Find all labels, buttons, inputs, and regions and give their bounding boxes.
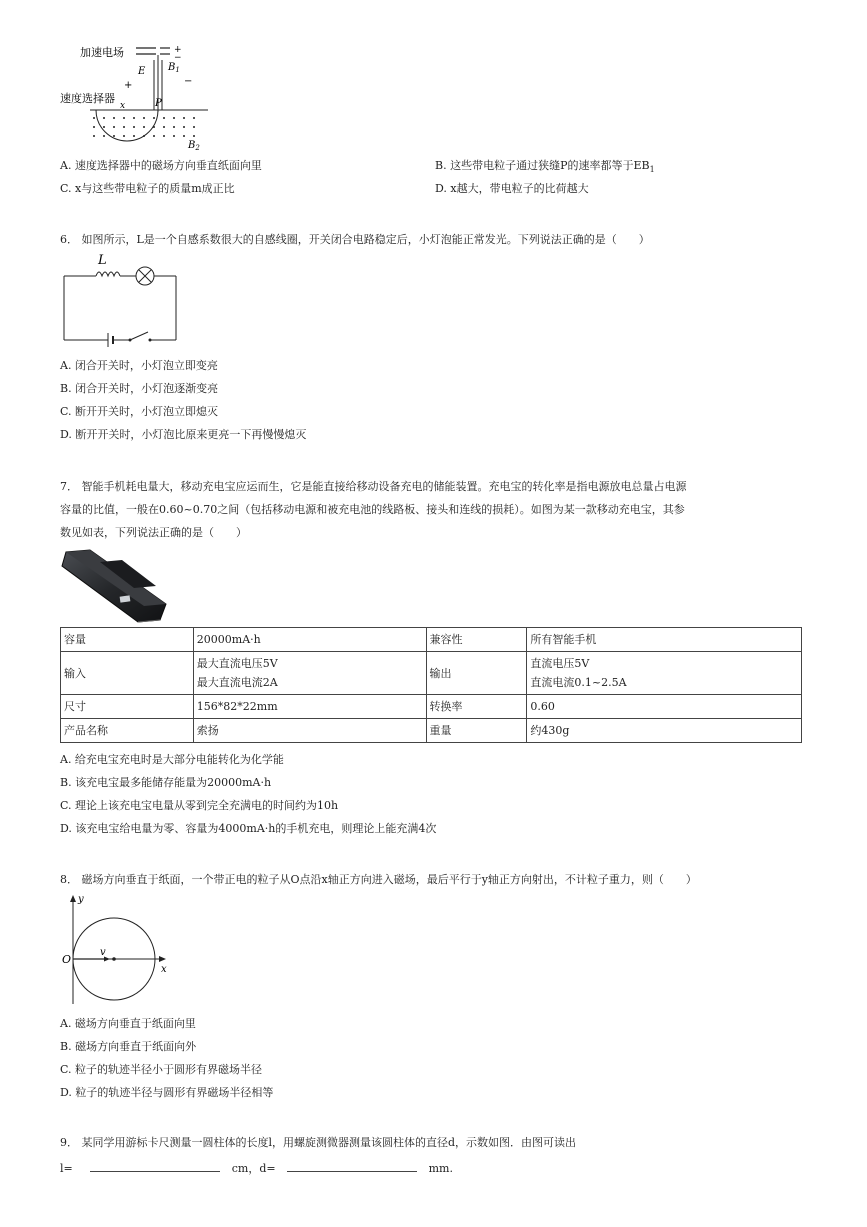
velocity-label: v [100, 947, 106, 958]
table-cell: 输入 [61, 652, 194, 695]
q7-option-b: B. 该充电宝最多能储存能量为20000mA·h [60, 776, 272, 789]
q5-option-c: C. x与这些带电粒子的质量m成正比 [60, 182, 235, 195]
table-cell: 索扬 [193, 719, 426, 743]
B2-label: $B_2$ [188, 140, 200, 152]
plus-sign-2: + [124, 80, 133, 91]
power-bank-spec-table [60, 627, 802, 743]
table-cell: 产品名称 [61, 719, 194, 743]
table-cell: 所有智能手机 [527, 628, 802, 652]
q6-option-d: D. 断开开关时，小灯泡比原来更亮一下再慢慢熄灭 [60, 428, 307, 441]
table-cell: 直流电压5V 直流电流0.1~2.5A [527, 652, 802, 695]
q7-option-a: A. 给充电宝充电时是大部分电能转化为化学能 [60, 753, 284, 766]
q7-option-d: D. 该充电宝给电量为零、容量为4000mA·h的手机充电，则理论上能充满4次 [60, 822, 437, 835]
q5-option-d: D. x越大，带电粒子的比荷越大 [435, 182, 589, 195]
table-cell: 兼容性 [426, 628, 527, 652]
origin-label: O [62, 953, 72, 966]
L-label: L [98, 253, 107, 268]
q8-option-c: C. 粒子的轨迹半径小于圆形有界磁场半径 [60, 1063, 263, 1076]
q8-option-d: D. 粒子的轨迹半径与圆形有界磁场半径相等 [60, 1086, 274, 1099]
table-row [61, 628, 802, 652]
table-cell: 0.60 [527, 695, 802, 719]
q8-option-b: B. 磁场方向垂直于纸面向外 [60, 1040, 197, 1053]
q7-stem-line1: 7． 智能手机耗电量大，移动充电宝应运而生，它是能直接给移动设备充电的储能装置。充电宝的转化率是指电源放电总量占电源 [60, 480, 687, 493]
table-cell: 容量 [61, 628, 194, 652]
table-cell: 转换率 [426, 695, 527, 719]
q5-option-a: A. 速度选择器中的磁场方向垂直纸面向里 [60, 159, 262, 172]
power-bank-image [60, 548, 170, 624]
plus-sign: + [174, 45, 182, 55]
P-label: P [155, 98, 162, 109]
q8-stem: 8． 磁场方向垂直于纸面，一个带正电的粒子从O点沿x轴正方向进入磁场，最后平行于y轴正方向射出，不计粒子重力，则（ ） [60, 873, 697, 886]
q7-option-c: C. 理论上该充电宝电量从零到完全充满电的时间约为10h [60, 799, 339, 812]
l-answer-blank[interactable] [90, 1161, 220, 1172]
q9-stem: 9． 某同学用游标卡尺测量一圆柱体的长度l，用螺旋测微器测量该圆柱体的直径d，示数如图．由图可读出 [60, 1136, 577, 1149]
q8-option-a: A. 磁场方向垂直于纸面向里 [60, 1017, 196, 1030]
E-label: E [138, 66, 146, 77]
q7-stem-line2: 容量的比值，一般在0.60~0.70之间（包括移动电源和被充电池的线路板、接头和连线的损耗）。如图为某一款移动充电宝，其参 [60, 503, 685, 516]
q7-stem-line3: 数见如表，下列说法正确的是（ ） [60, 526, 247, 539]
B1-label: $B_1$ [168, 62, 180, 74]
d-answer-blank[interactable] [287, 1161, 417, 1172]
accel-field-label: 加速电场 [80, 46, 124, 59]
minus-sign: − [174, 53, 182, 63]
velocity-selector-label: 速度选择器 [60, 92, 115, 105]
table-row [61, 695, 802, 719]
q6-option-a: A. 闭合开关时，小灯泡立即变亮 [60, 359, 218, 372]
q6-stem: 6． 如图所示，L是一个自感系数很大的自感线圈，开关闭合电路稳定后，小灯泡能正常发光。下列说法正确的是（ ） [60, 233, 650, 246]
cm-label: cm，d= [231, 1162, 276, 1175]
l-label: l= [60, 1162, 73, 1175]
table-cell: 输出 [426, 652, 527, 695]
q9-answer-line [60, 1160, 453, 1176]
table-row [61, 719, 802, 743]
table-row [61, 652, 802, 695]
minus-sign-2: − [184, 76, 193, 87]
table-cell: 约430g [527, 719, 802, 743]
mass-spectrometer-figure [58, 40, 208, 152]
q5-option-b: B. 这些带电粒子通过狭缝P的速率都等于$EB_1$ [435, 159, 655, 175]
x-label: x [120, 101, 126, 111]
mm-label: mm. [428, 1162, 453, 1175]
inductor-circuit-figure [60, 252, 180, 347]
magnetic-field-figure [60, 892, 180, 1010]
table-cell: 尺寸 [61, 695, 194, 719]
switch-icon [130, 332, 148, 340]
table-cell: 重量 [426, 719, 527, 743]
q6-option-c: C. 断开开关时，小灯泡立即熄灭 [60, 405, 219, 418]
table-cell: 20000mA·h [193, 628, 426, 652]
x-axis-label: x [161, 964, 167, 975]
q6-option-b: B. 闭合开关时，小灯泡逐渐变亮 [60, 382, 219, 395]
table-cell: 156*82*22mm [193, 695, 426, 719]
y-axis-label: y [78, 894, 84, 905]
table-cell: 最大直流电压5V 最大直流电流2A [193, 652, 426, 695]
